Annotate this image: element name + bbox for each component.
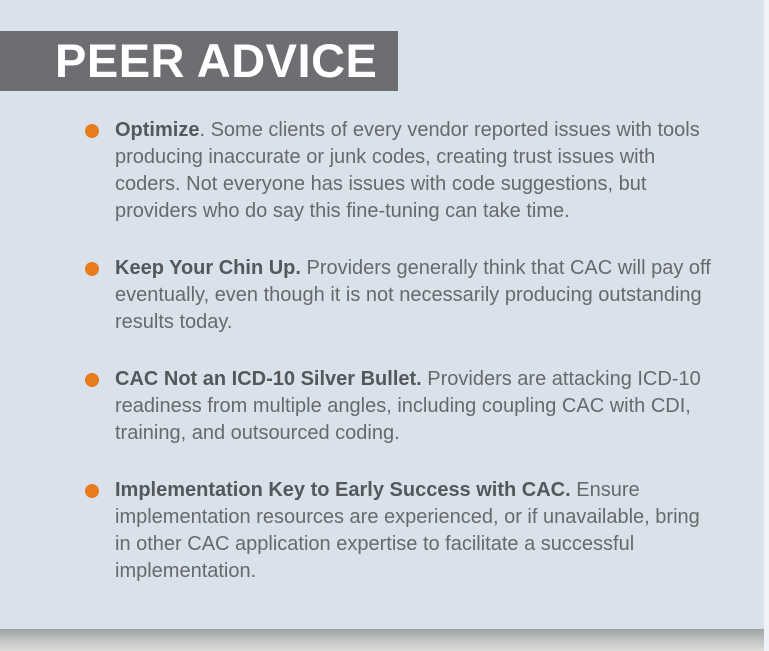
bullet-body: Providers generally think that CAC will pay off eventually, even though it is not necessarily producing outstanding results today. [115, 257, 711, 333]
bullet-icon [85, 124, 99, 138]
bullet-body: . Some clients of every vendor reported issues with tools producing inaccurate or junk codes, creating trust issues with coders. Not everyone has issues with code suggestions, but providers who do say this fine-tuning can take time. [115, 119, 700, 222]
slide-right-edge [764, 0, 769, 651]
bullet-lead: Optimize [115, 119, 200, 141]
bullet-body: Ensure implementation resources are experienced, or if unavailable, bring in other CAC application expertise to facilitate a successful implementation. [115, 479, 700, 582]
bullet-icon [85, 262, 99, 276]
bullet-text [115, 255, 712, 336]
page-title: PEER ADVICE [55, 34, 378, 87]
list-item [85, 255, 712, 336]
bullet-text [115, 366, 712, 447]
bullet-icon [85, 373, 99, 387]
bullet-lead: Keep Your Chin Up. [115, 257, 301, 279]
list-item [85, 117, 712, 225]
bullet-lead: CAC Not an ICD-10 Silver Bullet. [115, 368, 422, 390]
list-item [85, 366, 712, 447]
bullet-list [85, 117, 712, 615]
slide-bottom-shadow [0, 629, 764, 651]
bullet-icon [85, 484, 99, 498]
title-bar [0, 31, 398, 91]
bullet-text [115, 477, 712, 585]
bullet-body: Providers are attacking ICD-10 readiness from multiple angles, including coupling CAC with CDI, training, and outsourced coding. [115, 368, 701, 444]
list-item [85, 477, 712, 585]
bullet-text [115, 117, 712, 225]
bullet-lead: Implementation Key to Early Success with CAC. [115, 479, 571, 501]
